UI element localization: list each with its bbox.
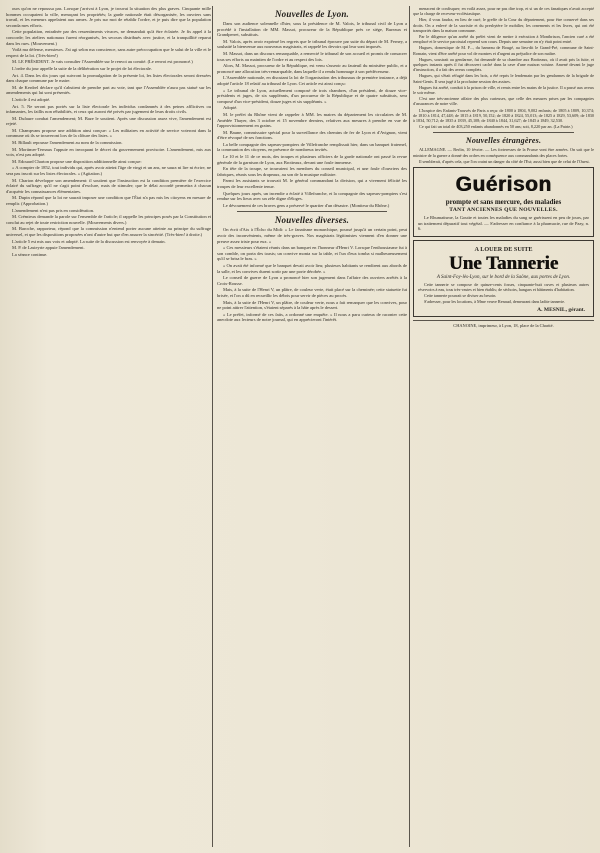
paragraph: « Ces messieurs s'étaient réunis dans un banquet en l'honneur d'Henri V. Lorsque l'enthousiasme fut à son comble, on porta des toasts; un convive monta sur la table, et l'un d'eux tomba si malheureusement qu'il se brisa le bras. » <box>217 245 407 262</box>
paragraph: Cette tannerie se compose de quinze-cents fosses, cinquante-huit cuves et plusieurs autres réservoirs à eau, tous très-vastes et bien établis; de séchoirs, hangars et bâtiments d'habitation. <box>418 281 589 293</box>
paragraph: M. Mortimer-Ternaux l'appuie en invoquant le décret du gouvernement provisoire. L'amendement, mis aux voix, n'est pas adopté. <box>6 146 211 158</box>
paragraph: M. Billault repousse l'amendement au nom de la commission. <box>12 140 123 146</box>
paragraph: L'ordre du jour appelle la suite de la délibération sur le projet de loi électorale. <box>12 65 152 71</box>
paragraph: Quelques jours après, un incendie a éclaté à Villefranche, et la compagnie des sapeurs-pompiers s'est rendue sur les lieux avec un zèle digne d'éloges. <box>217 190 407 202</box>
paragraph: C'est une très-ancienne affaire des plus curieuses, que celle des mesures prises par les compagnies d'assurances de notre ville. <box>413 96 594 107</box>
ad-subtitle-caps: TANT ANCIENNES QUE NOUVELLES. <box>449 207 558 214</box>
paragraph: L'Assemblée nationale, en discutant la loi de l'organisation des tribunaux de première instance, a déjà adopté l'article 18 relatif au tribunal de Lyon. Cet article est ainsi conçu: <box>217 75 407 86</box>
ad-subtitle: prompte et sans mercure, des maladies <box>445 198 562 207</box>
paragraph: L'article 4 est adopté. <box>12 96 51 102</box>
paragraph: Mais, à la suite de l'Henri V, un plâtre, de couleur verte, était placé sur la cheminée; cette statuette fut brisée, et l'on a dû en recueillir les débris pour servir de pièces au procès. <box>217 287 407 298</box>
paragraph: Hugues fut arrêté, conduit à la prison de ville, et remis entre les mains de la justice. Il a passé aux aveux le soir même. <box>413 84 594 96</box>
section-heading-lyon: Nouvelles de Lyon. <box>274 9 349 19</box>
ad-body: Le Rhumatisme, la Goutte et toutes les maladies du sang se guérissent en peu de jours, par un traitement dépuratif tout végétal. — S'adresser en confiance à la pharmacie, rue de Pazy, n. 6. <box>418 215 589 232</box>
paragraph: Voilà ma défense, messieurs. J'ai agi selon ma conscience, sans autre préoccupation que le salut de la ville et le respect de la loi. (Très-bien!) <box>6 47 211 58</box>
column-middle <box>217 6 407 847</box>
ad-title-guerison: Guérison <box>455 173 552 197</box>
paragraph: L'hospice des Enfants-Trouvés de Paris a reçu: de 1800 à 1804, 9,002 enfants; de 1805 à 1809, 10,374; de 1810 à 1814, 47,448; de 1815 à 1819, 50,152; de 1820 à 1824, 55,013; de 1825 à 1829, 53,609; de 1830 à 1834, 50,712; de 1835 à 1839, 45,108; de 1840 à 1844, 31,627; de 1845 à 1849, 32,530. <box>413 107 594 124</box>
section-heading-etrangeres: Nouvelles étrangères. <box>465 136 542 146</box>
ad-tannerie-body <box>418 282 589 305</box>
ad-header-a-louer: A LOUER DE SUITE <box>474 245 533 253</box>
paragraph: Parmi les assistants se trouvait M. le général commandant la division, qui a vivement félicité les troupes de leur excellente tenue. <box>217 178 407 190</box>
paragraph: M. Massot, dans un discours remarquable, a remercié le tribunal de son accueil et promis de consacrer tous ses efforts au maintien de l'ordre et au respect des lois. <box>217 50 407 62</box>
paragraph: Hugues, domestique de M. F..., du hameau de Bougé, au lieu-dit le Grand-Pré, commune de Saint-Romain, vient d'être arrêté pour vol de montres et d'argent au préjudice de son maître. <box>413 45 594 56</box>
paragraph: Hugues, soustrait au gendarme, fut demandé de sa chambre aux Brotteaux, où il avait pris la fuite, et quelques instants après il fut découvert caché dans la cave d'une maison voisine. Amené devant le juge d'instruction, il a fait des aveux complets. <box>413 56 594 73</box>
paragraph: ours qu'on ne repoussa pas. Lorsque j'arrivai à Lyon, je trouvai la situation des plus graves. Cinquante mille hommes occupaient la ville, menaçant les propriétés; la garde nationale était désorganisée, les ouvriers sans travail, et les meneurs appelaient aux armes. Je pris sur moi de rétablir l'ordre, et je puis dire que la population seconda mes efforts. <box>6 6 211 28</box>
paragraph: M. Dufaure combat l'amendement; M. Baze le soutient. Après une discussion assez vive, l'amendement est rejeté. <box>6 115 211 127</box>
paragraph: M. LE PRÉSIDENT. Je vais consulter l'Assemblée sur le renvoi au comité. (Le renvoi est prononcé.) <box>12 59 193 65</box>
column-left-text <box>6 6 211 257</box>
section-divider <box>433 132 574 133</box>
paragraph: On écrit d'Aix à l'Écho du Midi: « Le fanatisme monarchique, poussé jusqu'à un certain point, peut avoir des inconvénients, même de très-graves. Nos magistrats légitimistes viennent d'en donner une preuve assez triste pour eux. » <box>217 227 407 244</box>
paragraph: ALLEMAGNE. — Berlin, 10 février. — Les forteresses de la Prusse vont être armées. On sait que le ministre de la guerre a donné des ordres en conséquence aux commandants des places fortes. <box>413 147 594 158</box>
column-rule <box>409 6 410 847</box>
paragraph: M. Crémieux demande la parole sur l'ensemble de l'article; il rappelle les principes posés par la Constitution et conclut au rejet de toute restriction nouvelle. (Mouvements divers.) <box>6 214 211 225</box>
paragraph: Le conseil de guerre de Lyon a prononcé hier son jugement dans l'affaire des ouvriers arrêtés à la Croix-Rousse. <box>217 275 407 286</box>
ad-address: A Saint-Foy-lès-Lyon, sur le bord de la Saône, aux portes de Lyon. <box>436 274 571 280</box>
paragraph: M. Dupin répond que la loi ne saurait imposer une condition que l'État n'a pas mis les citoyens en mesure de remplir. (Approbation.) <box>6 195 211 206</box>
printer-imprint: CHANOINE, imprimeur, à Lyon, 18, place de la Charité. <box>413 320 594 328</box>
paragraph: L'amendement n'est pas pris en considération. <box>12 207 95 213</box>
paragraph: « Le préfet, informé de ces faits, a ordonné une enquête. » Il nous a paru curieux de raconter cette anecdote aux lecteurs de notre journal, qui en apprécieront l'intérêt. <box>217 311 407 323</box>
column-right <box>413 6 594 847</box>
paragraph: La séance continue. <box>12 251 48 257</box>
paragraph: M. le préfet du Rhône vient de rappeler à MM. les maires du département les circulaires de M. Amédée Thayer, des 3 octobre et 15 novembre derniers, relatives aux mesures à prendre en vue de l'approvisionnement en grains. <box>217 111 407 129</box>
paragraph: M. Baune, commissaire spécial pour la surveillance des chemins de fer de Lyon et d'Avignon, vient d'être révoqué de ses fonctions. <box>217 129 407 141</box>
advertisement-guerison <box>413 167 594 237</box>
paragraph: « Le tribunal de Lyon, actuellement composé de trois chambres, d'un président, de douze vice-présidents et juges, de six suppléants, d'un procureur de la République et de quatre substituts, sera composé d'un vice-président, douze juges et six suppléants. » <box>217 87 407 104</box>
paragraph: M. Champvans propose une addition ainsi conçue: « Les militaires en activité de service voteront dans la commune où ils se trouveront lors de la clôture des listes. » <box>6 127 211 139</box>
paragraph: « On avait été informé que le banquet devait avoir lieu; plusieurs habitants se rendirent aux abords de la salle, et les convives durent sortir par une porte dérobée. » <box>217 262 407 274</box>
paragraph: M. Baroche, rapporteur, répond que la commission n'entend porter aucune atteinte au principe du suffrage universel, et que les dispositions proposées n'ont d'autre but que d'en assurer la sincérité. (Très-bien! à droite.) <box>6 226 211 237</box>
advertisement-tannerie <box>413 240 594 317</box>
paragraph: Le dévouement de ces braves gens a préservé le quartier d'un désastre. (Moniteur du Rhône.) <box>223 202 390 208</box>
section-divider <box>237 211 387 212</box>
paragraph: Art. 4. Dans les dix jours qui suivront la promulgation de la présente loi, les listes électorales seront dressées dans chaque commune par le maire. <box>6 72 211 84</box>
paragraph: En tête de la troupe, se trouvaient les membres du conseil municipal, et une foule d'ouvriers des fabriques, réunis sous les drapeaux, au son de la musique militaire. <box>217 166 407 177</box>
paragraph: Mais, à la suite de l'Henri V, un plâtre, de couleur verte, nous a fait remarquer que les convives, pour ne point attirer l'attention, s'étaient séparés à la hâte après le dessert. <box>217 299 407 311</box>
paragraph: La belle compagnie des sapeurs-pompiers de Villefranche remplissait hier, dans un banquet fraternel, la communion des citoyens, en présence de nombreux invités. <box>217 141 407 153</box>
paragraph: L'article 5 est mis aux voix et adopté. La suite de la discussion est renvoyée à demain. <box>12 238 166 244</box>
paragraph: S'adresser, pour les locations, à Mme veuve Renaud, demeurant dans ladite tannerie. <box>424 299 565 305</box>
paragraph: M. de Kerdrel déclare qu'il s'abstient de prendre part au vote, tant que l'Assemblée n'aura pas statué sur les amendements qui lui sont présentés. <box>6 84 211 96</box>
paragraph: Le 10 et le 11 de ce mois, des troupes et plusieurs officiers de la garde nationale ont passé la revue générale de la garnison de Lyon, aux Brotteaux, devant une foule immense. <box>217 154 407 165</box>
divers-news-text <box>217 227 407 323</box>
paragraph: menacent de confisquer; en voilà assez, pour ne pas dire trop, et si un de ces fanatiques n'avait accepté que la charge de receveur-ecclésiastique. <box>413 6 594 17</box>
paragraph: Cette population, entraînée par des ressentiments vivaces, ne demandait qu'à être éclairée. Je fis appel à la concorde; les ateliers nationaux furent réorganisés, les secours distribués avec justice, et la tranquillité reparut dans les rues. (Mouvement.) <box>6 29 211 46</box>
paragraph: Par le diligence qu'un arrêté du préfet vient de mettre à exécution à Montbrison, l'ancien curé a été remplacé et le service paroissial reprend son cours. Depuis une semaine on n'y était point entré. <box>413 34 594 45</box>
paragraph: M. Edouard Charton propose une disposition additionnelle ainsi conçue: <box>12 158 142 164</box>
paragraph: Hugues, qui s'était réfugié dans les bois, a été repris le lendemain par les gendarmes de la brigade de Saint-Genis. Il sera jugé à la prochaine session des assises. <box>413 73 594 84</box>
paragraph: Il semblerait, d'après cela, que l'on craint un danger du côté de l'Est; aussi bien que de celui de l'Ouest. <box>419 158 590 164</box>
paragraph: M. P. de Lasteyrie appuie l'amendement. <box>12 245 85 251</box>
paragraph: Hier, il vous faudra, en lieu de curé, le greffe de la Cour du département, pour être conservé dans ses droits. On a enlevé de la sacristie et du presbytère le mobilier, les ornements et les livres, qui ont été transportés dans la maison commune. <box>413 17 594 33</box>
paragraph: Alors, M. Massot, procureur de la République, est venu s'asseoir au fauteuil du ministère public, et a prononcé une allocution très-remarquable, dans laquelle il a rendu hommage à son prédécesseur. <box>217 63 407 74</box>
paragraph: « A compter de 1852, tout individu qui, après avoir atteint l'âge de vingt et un ans, ne saura ni lire ni écrire, ne sera pas inscrit sur les listes électorales. » (Agitation.) <box>6 165 211 177</box>
paragraph: Adopté. <box>223 105 238 111</box>
ad-title-tannerie: Une Tannerie <box>448 252 559 274</box>
paragraph: Cette tannerie pourrait se diviser au besoin. <box>424 293 497 299</box>
section-heading-divers: Nouvelles diverses. <box>274 215 350 226</box>
paragraph: Dans son audience solennelle d'hier, sous la présidence de M. Valois, le tribunal civil de Lyon a procédé à l'installation de MM. Massot, procureur de la République près ce siége, Bureaux et Grandperret, substituts. <box>217 21 407 38</box>
paragraph: M. Valois, après avoir exprimé les regrets que le tribunal éprouve par suite du départ de M. Ferney, a souhaité la bienvenue aux nouveaux magistrats, et rappelé les devoirs qui leur sont imposés. <box>217 38 407 50</box>
lyon-news-text <box>217 21 407 208</box>
foreign-news-text <box>413 147 594 164</box>
paragraph: M. Charton développe son amendement: il soutient que l'instruction est la condition première de l'exercice éclairé du suffrage; qu'il ne s'agit point d'exclure, mais de stimuler; que le délai accordé permettra à chacun d'acquérir les connaissances élémentaires. <box>6 177 211 194</box>
paragraph: Art. 5. Ne seront pas portés sur la liste électorale les individus condamnés à des peines afflictives ou infamantes, les faillis non réhabilités, et ceux qui auront été privés par jugement de leurs droits civils. <box>6 103 211 115</box>
column-left <box>6 6 211 847</box>
ad-signature: A. MESNIL, gérant. <box>537 306 585 313</box>
column-rule <box>212 6 213 847</box>
column-right-text <box>413 6 594 129</box>
paragraph: Ce qui fait un total de 403,250 enfants abandonnés en 50 ans; soit, 8,220 par an. (La Patrie.) <box>419 124 573 130</box>
